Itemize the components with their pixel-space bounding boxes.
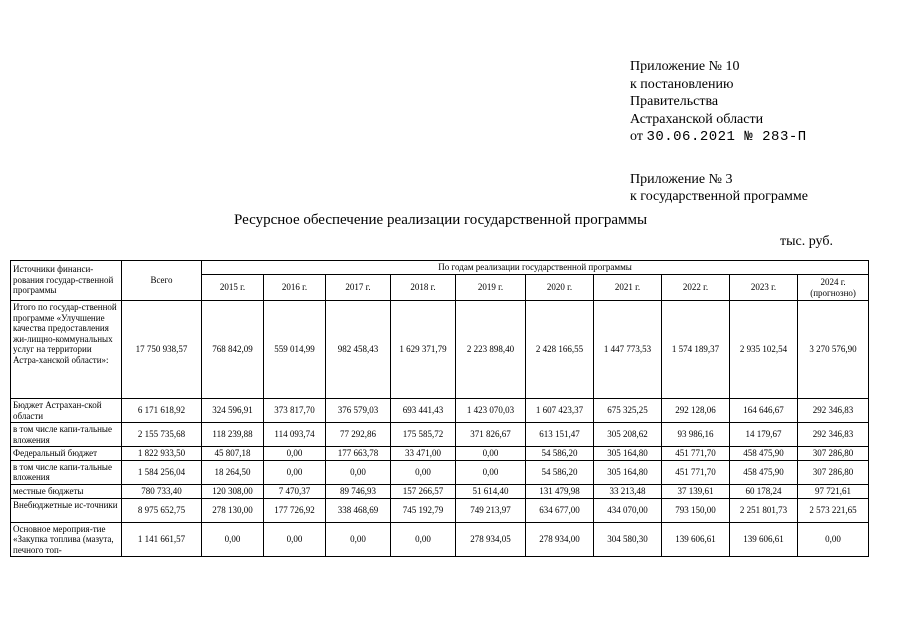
- year-value-cell: 305 164,80: [594, 447, 662, 461]
- year-value-cell: 768 842,09: [202, 301, 264, 399]
- year-value-cell: 60 178,24: [730, 484, 798, 498]
- year-value-cell: 0,00: [326, 522, 391, 557]
- row-label: Бюджет Астрахан-ской области: [11, 399, 122, 423]
- year-value-cell: 373 817,70: [264, 399, 326, 423]
- year-value-cell: 749 213,97: [456, 498, 526, 522]
- year-value-cell: 33 213,48: [594, 484, 662, 498]
- year-value-cell: 2 935 102,54: [730, 301, 798, 399]
- header-year: 2021 г.: [594, 275, 662, 301]
- year-value-cell: 793 150,00: [662, 498, 730, 522]
- year-value-cell: 0,00: [391, 522, 456, 557]
- row-label: местные бюджеты: [11, 484, 122, 498]
- year-value-cell: 292 128,06: [662, 399, 730, 423]
- year-value-cell: 89 746,93: [326, 484, 391, 498]
- year-value-cell: 1 447 773,53: [594, 301, 662, 399]
- year-value-cell: 0,00: [798, 522, 869, 557]
- appendix-line: к постановлению: [630, 76, 734, 92]
- resource-table: [10, 260, 869, 557]
- table-row: [11, 460, 869, 484]
- year-value-cell: 324 596,91: [202, 399, 264, 423]
- year-value-cell: 338 468,69: [326, 498, 391, 522]
- row-total: 17 750 938,57: [122, 301, 202, 399]
- table-row: [11, 498, 869, 522]
- year-value-cell: 0,00: [456, 447, 526, 461]
- year-value-cell: 177 726,92: [264, 498, 326, 522]
- table-body: [11, 301, 869, 557]
- table-row: [11, 447, 869, 461]
- year-value-cell: 434 070,00: [594, 498, 662, 522]
- year-value-cell: 2 428 166,55: [526, 301, 594, 399]
- year-value-cell: 54 586,20: [526, 447, 594, 461]
- year-value-cell: 693 441,43: [391, 399, 456, 423]
- row-label: Внебюджетные ис-точники: [11, 498, 122, 522]
- year-value-cell: 1 574 189,37: [662, 301, 730, 399]
- header-year: 2018 г.: [391, 275, 456, 301]
- appendix-line: Правительства: [630, 94, 719, 109]
- year-value-cell: 451 771,70: [662, 460, 730, 484]
- year-value-cell: 292 346,83: [798, 399, 869, 423]
- appendix-line: Приложение № 10: [630, 59, 740, 74]
- header-year: 2017 г.: [326, 275, 391, 301]
- year-value-cell: 982 458,43: [326, 301, 391, 399]
- header-year: 2020 г.: [526, 275, 594, 301]
- appendix2-line: Приложение № 3: [630, 171, 733, 187]
- table-row: [11, 423, 869, 447]
- document-title: [0, 212, 905, 229]
- year-value-cell: 278 934,05: [456, 522, 526, 557]
- year-value-cell: 559 014,99: [264, 301, 326, 399]
- row-total: 1 141 661,57: [122, 522, 202, 557]
- year-value-cell: 278 934,00: [526, 522, 594, 557]
- year-value-cell: 613 151,47: [526, 423, 594, 447]
- unit-label: тыс. руб.: [780, 234, 833, 249]
- row-label: в том числе капи-тальные вложения: [11, 460, 122, 484]
- year-value-cell: 0,00: [202, 522, 264, 557]
- year-value-cell: 7 470,37: [264, 484, 326, 498]
- year-value-cell: 0,00: [264, 447, 326, 461]
- year-value-cell: 97 721,61: [798, 484, 869, 498]
- table-row: [11, 484, 869, 498]
- table-row: [11, 399, 869, 423]
- year-value-cell: 175 585,72: [391, 423, 456, 447]
- year-value-cell: 458 475,90: [730, 447, 798, 461]
- row-total: 8 975 652,75: [122, 498, 202, 522]
- year-value-cell: 114 093,74: [264, 423, 326, 447]
- year-value-cell: 634 677,00: [526, 498, 594, 522]
- year-value-cell: 292 346,83: [798, 423, 869, 447]
- year-value-cell: 0,00: [456, 460, 526, 484]
- year-value-cell: 1 607 423,37: [526, 399, 594, 423]
- header-year: 2023 г.: [730, 275, 798, 301]
- header-year: 2019 г.: [456, 275, 526, 301]
- year-value-cell: 1 423 070,03: [456, 399, 526, 423]
- year-value-cell: 51 614,40: [456, 484, 526, 498]
- year-value-cell: 305 208,62: [594, 423, 662, 447]
- row-total: 6 171 618,92: [122, 399, 202, 423]
- row-label: Федеральный бюджет: [11, 447, 122, 461]
- row-label: в том числе капи-тальные вложения: [11, 423, 122, 447]
- year-value-cell: 305 164,80: [594, 460, 662, 484]
- year-value-cell: 371 826,67: [456, 423, 526, 447]
- year-value-cell: 45 807,18: [202, 447, 264, 461]
- document-title-text: Ресурсное обеспечение реализации государственной программы: [233, 212, 648, 228]
- year-value-cell: 120 308,00: [202, 484, 264, 498]
- header-years-group: По годам реализации государственной программы: [202, 261, 869, 275]
- header-year: 2016 г.: [264, 275, 326, 301]
- year-value-cell: 2 251 801,73: [730, 498, 798, 522]
- row-label: Основное мероприя-тие «Закупка топлива (мазута, печного топ-: [11, 522, 122, 557]
- year-value-cell: 33 471,00: [391, 447, 456, 461]
- year-value-cell: 157 266,57: [391, 484, 456, 498]
- year-value-cell: 0,00: [264, 460, 326, 484]
- header-year: 2024 г. (прогнозно): [798, 275, 869, 301]
- year-value-cell: 3 270 576,90: [798, 301, 869, 399]
- year-value-cell: 18 264,50: [202, 460, 264, 484]
- year-value-cell: 2 573 221,65: [798, 498, 869, 522]
- header-source: Источники финанси-рования государ-ственной программы: [11, 261, 122, 301]
- year-value-cell: 0,00: [264, 522, 326, 557]
- year-value-cell: 139 606,61: [662, 522, 730, 557]
- year-value-cell: 37 139,61: [662, 484, 730, 498]
- row-total: 2 155 735,68: [122, 423, 202, 447]
- year-value-cell: 1 629 371,79: [391, 301, 456, 399]
- year-value-cell: 376 579,03: [326, 399, 391, 423]
- year-value-cell: 451 771,70: [662, 447, 730, 461]
- year-value-cell: 307 286,80: [798, 460, 869, 484]
- row-total: 1 822 933,50: [122, 447, 202, 461]
- year-value-cell: 139 606,61: [730, 522, 798, 557]
- year-value-cell: 131 479,98: [526, 484, 594, 498]
- year-value-cell: 54 586,20: [526, 460, 594, 484]
- date-typed: 30.06.2021 № 283-П: [646, 129, 807, 145]
- row-total: 780 733,40: [122, 484, 202, 498]
- year-value-cell: 304 580,30: [594, 522, 662, 557]
- year-value-cell: 14 179,67: [730, 423, 798, 447]
- appendix-line: Астраханской области: [630, 111, 764, 127]
- row-total: 1 584 256,04: [122, 460, 202, 484]
- year-value-cell: 164 646,67: [730, 399, 798, 423]
- year-value-cell: 93 986,16: [662, 423, 730, 447]
- year-value-cell: 307 286,80: [798, 447, 869, 461]
- year-value-cell: 177 663,78: [326, 447, 391, 461]
- year-value-cell: 77 292,86: [326, 423, 391, 447]
- appendix-date-line: [630, 128, 808, 147]
- header-year: 2022 г.: [662, 275, 730, 301]
- year-value-cell: 0,00: [326, 460, 391, 484]
- year-value-cell: 278 130,00: [202, 498, 264, 522]
- year-value-cell: 745 192,79: [391, 498, 456, 522]
- row-label: Итого по государ-ственной программе «Улучшение качества предоставления жи-лищно-коммунальных услуг на территории Астра-ханской области»:: [11, 301, 122, 399]
- year-value-cell: 675 325,25: [594, 399, 662, 423]
- header-year: 2015 г.: [202, 275, 264, 301]
- year-value-cell: 0,00: [391, 460, 456, 484]
- date-prefix: от: [630, 129, 643, 144]
- table-row: [11, 301, 869, 399]
- appendix2-line: к государственной программе: [630, 189, 808, 204]
- header-total: Всего: [122, 261, 202, 301]
- appendix-header: [630, 58, 808, 206]
- year-value-cell: 118 239,88: [202, 423, 264, 447]
- year-value-cell: 2 223 898,40: [456, 301, 526, 399]
- year-value-cell: 458 475,90: [730, 460, 798, 484]
- table-row: [11, 522, 869, 557]
